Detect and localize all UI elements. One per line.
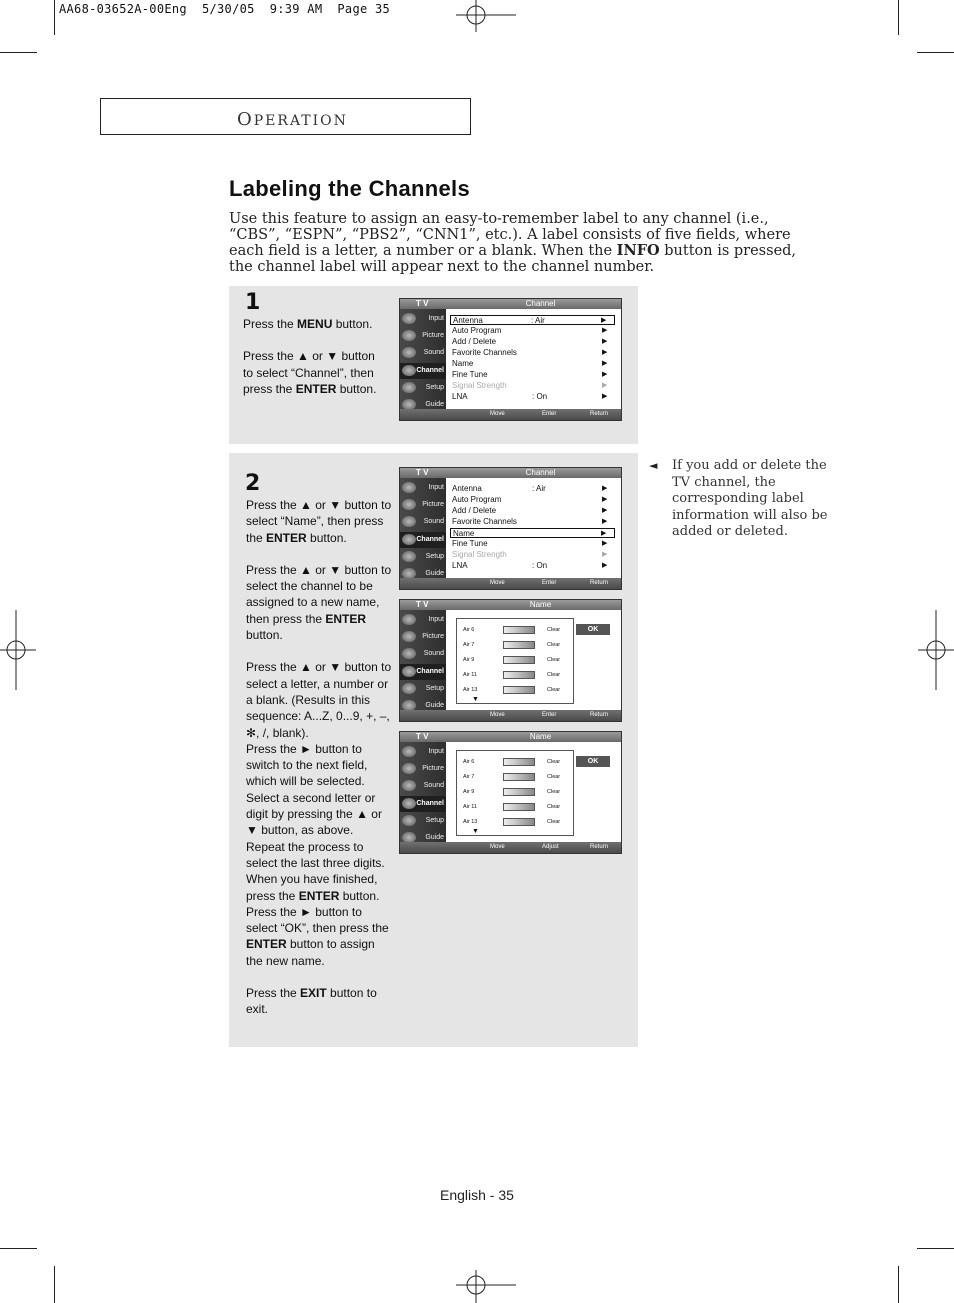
tv-menu-item-label: Auto Program (452, 326, 502, 335)
tv-title-bar (400, 600, 621, 610)
tv-name-row (463, 757, 569, 767)
tv-sidebar-label: Channel (416, 535, 444, 543)
tv-sidebar-label: Setup (425, 684, 444, 692)
tv-name-row (463, 787, 569, 797)
play-arrow-icon: ▶ (602, 382, 608, 389)
tv-ok-button: OK (576, 756, 610, 767)
tv-name-field (503, 686, 535, 694)
tv-menu-item (450, 315, 615, 325)
tv-sidebar-label: Input (428, 484, 444, 491)
crop-mark (917, 1248, 954, 1249)
tv-sidebar-item-input (400, 612, 446, 628)
tv-menu-item (452, 326, 612, 336)
tv-channel-label: Air 11 (463, 804, 477, 810)
tv-name-row (463, 685, 569, 695)
crop-mark (0, 1248, 37, 1249)
play-arrow-icon: ▶ (602, 496, 608, 503)
crop-mark (54, 0, 55, 35)
tv-menu-item-value: : On (532, 392, 548, 401)
tv-footer-move: Move (490, 712, 505, 718)
tv-clear-label: Clear (547, 627, 561, 633)
sound-icon (402, 516, 416, 527)
tv-sidebar-item-input (400, 744, 446, 760)
tv-name-field (503, 788, 535, 796)
tv-label: T V (416, 468, 429, 477)
tv-clear-label: Clear (547, 642, 561, 648)
tv-footer-action: Adjust (542, 844, 559, 850)
tv-menu-item-label: Add / Delete (452, 337, 497, 346)
tv-sidebar (400, 610, 446, 710)
tv-name-list (456, 618, 574, 704)
intro-paragraph: Use this feature to assign an easy-to-remember label to any channel (i.e., “CBS”, “ESPN”, “PBS2”, “CNN1”, etc.). A label consists of five fields, where each field is a letter, a number or a blank. When the INFO button is pressed, the channel label will appear next to the channel number. (229, 211, 797, 275)
tv-footer-move: Move (490, 580, 505, 586)
registration-mark-icon (456, 1270, 516, 1303)
tv-channel-label: Air 11 (463, 672, 477, 678)
input-icon (402, 482, 416, 493)
input-icon (402, 313, 416, 324)
tv-footer-action: Enter (542, 580, 557, 586)
tv-sidebar-item-channel (400, 664, 446, 680)
tv-menu-item-label: Favorite Channels (452, 517, 517, 526)
tv-footer-return: Return (590, 844, 609, 850)
tv-clear-label: Clear (547, 819, 561, 825)
tv-name-field (503, 803, 535, 811)
tv-sidebar (400, 478, 446, 578)
tv-menu-item-label: Fine Tune (452, 370, 488, 379)
input-icon (402, 746, 416, 757)
tv-label: T V (416, 600, 429, 609)
tv-sidebar-item-sound (400, 345, 446, 361)
tv-menu-content (446, 742, 621, 842)
tv-sidebar-item-picture (400, 761, 446, 777)
tv-sidebar-label: Setup (425, 816, 444, 824)
tv-menu-title: Name (529, 600, 552, 609)
picture-icon (402, 763, 416, 774)
tv-menu-item-label: Signal Strength (452, 381, 507, 390)
tv-sidebar-item-picture (400, 328, 446, 344)
tv-channel-menu-screen-1 (399, 298, 622, 421)
tv-menu-item (452, 484, 612, 494)
tv-name-row (463, 817, 569, 827)
tv-channel-label: Air 9 (463, 789, 475, 795)
picture-icon (402, 499, 416, 510)
tv-menu-item-value: : Air (531, 316, 545, 325)
tv-sidebar-item-channel (400, 363, 446, 379)
tv-menu-item (452, 561, 612, 571)
tv-name-row (463, 772, 569, 782)
tv-title-bar (400, 732, 621, 742)
tv-menu-item (452, 550, 612, 560)
play-arrow-icon: ▶ (602, 371, 608, 378)
registration-mark-icon (0, 610, 36, 690)
play-arrow-icon: ▶ (601, 530, 607, 537)
tv-name-field (503, 818, 535, 826)
step-2-instructions: Press the ▲ or ▼ button to select “Name”, then press the ENTER button. Press the ▲ or ▼ button to select the channel to be assigned to a new name, then press the ENTER button. Press the ▲ or ▼ button to select a letter, a number or a blank. (Results in this sequence: A...Z, 0...9, +, –, ✻, /, blank). Press the ► button to switch to the next field, which will be selected. Select a second letter or digit by pressing the ▲ or ▼ button, as above. Repeat the process to select the last three digits. When you have finished, press the ENTER button. Press the ► button to select “OK”, then press the ENTER button to assign the new name. Press the EXIT button to exit. (246, 498, 392, 1017)
tv-sidebar-item-setup (400, 380, 446, 396)
tv-menu-item-label: Name (453, 529, 475, 538)
tv-sidebar-label: Picture (422, 633, 444, 641)
tv-sidebar-item-sound (400, 646, 446, 662)
tv-sidebar-item-sound (400, 778, 446, 794)
tv-channel-label: Air 7 (463, 642, 475, 648)
tv-label: T V (416, 299, 429, 308)
tv-name-field (503, 758, 535, 766)
play-arrow-icon: ▶ (602, 518, 608, 525)
tv-name-menu-screen-1 (399, 599, 622, 722)
down-arrow-icon: ▼ (472, 696, 479, 703)
tv-sidebar-label: Guide (425, 401, 444, 408)
tv-sidebar-item-channel (400, 532, 446, 548)
tv-menu-item-label: Favorite Channels (452, 348, 517, 357)
registration-mark-icon (456, 0, 516, 32)
tv-footer-action: Enter (542, 712, 557, 718)
play-arrow-icon: ▶ (602, 551, 608, 558)
tv-sidebar-label: Sound (423, 782, 444, 790)
down-arrow-icon: ▼ (472, 828, 479, 835)
tv-footer (400, 842, 621, 853)
tv-name-list (456, 750, 574, 836)
tv-menu-item-label: Name (452, 359, 474, 368)
tv-menu-item-label: Auto Program (452, 495, 502, 504)
tv-menu-item (452, 392, 612, 402)
tv-title-bar (400, 468, 621, 478)
tv-sidebar-label: Input (428, 315, 444, 322)
crop-mark (917, 52, 954, 53)
tv-sidebar-label: Channel (416, 366, 444, 374)
channel-icon (402, 365, 416, 376)
play-arrow-icon: ▶ (602, 562, 608, 569)
tv-menu-title: Name (529, 732, 552, 741)
tv-label: T V (416, 732, 429, 741)
play-arrow-icon: ▶ (601, 317, 607, 324)
tv-clear-label: Clear (547, 687, 561, 693)
tv-footer-return: Return (590, 580, 609, 586)
tv-clear-label: Clear (547, 657, 561, 663)
tv-name-row (463, 670, 569, 680)
tv-footer-move: Move (490, 411, 505, 417)
tv-channel-label: Air 6 (463, 759, 475, 765)
channel-icon (402, 534, 416, 545)
tv-footer (400, 409, 621, 420)
tv-sidebar-label: Input (428, 748, 444, 755)
crop-mark (898, 1266, 899, 1303)
picture-icon (402, 631, 416, 642)
tv-name-field (503, 671, 535, 679)
tv-footer (400, 578, 621, 589)
tv-menu-item (450, 528, 615, 538)
tv-menu-item-label: LNA (452, 392, 468, 401)
setup-icon (402, 382, 416, 393)
play-arrow-icon: ▶ (602, 485, 608, 492)
tv-menu-item (452, 337, 612, 347)
tv-menu-title: Channel (525, 299, 556, 308)
setup-icon (402, 551, 416, 562)
crop-mark (0, 52, 37, 53)
tv-sidebar-label: Sound (423, 650, 444, 658)
tv-sidebar-label: Sound (423, 349, 444, 357)
sound-icon (402, 780, 416, 791)
tv-name-row (463, 802, 569, 812)
tv-channel-label: Air 6 (463, 627, 475, 633)
setup-icon (402, 683, 416, 694)
tv-sidebar-item-picture (400, 629, 446, 645)
tv-name-field (503, 641, 535, 649)
tv-footer-return: Return (590, 411, 609, 417)
section-tab (100, 98, 471, 135)
tv-menu-item-value: : On (532, 561, 548, 570)
play-arrow-icon: ▶ (602, 327, 608, 334)
tv-menu-title: Channel (525, 468, 556, 477)
section-label: OPERATION (237, 109, 348, 130)
tv-sidebar-label: Picture (422, 765, 444, 773)
tv-menu-content (446, 478, 621, 578)
tv-sidebar-item-setup (400, 681, 446, 697)
tv-menu-content (446, 309, 621, 409)
play-arrow-icon: ▶ (602, 540, 608, 547)
tv-sidebar-item-sound (400, 514, 446, 530)
tv-name-field (503, 656, 535, 664)
tv-sidebar-label: Guide (425, 834, 444, 841)
sound-icon (402, 648, 416, 659)
tv-sidebar-label: Channel (416, 667, 444, 675)
tv-name-field (503, 626, 535, 634)
tv-sidebar-item-picture (400, 497, 446, 513)
tv-footer-move: Move (490, 844, 505, 850)
tv-clear-label: Clear (547, 672, 561, 678)
input-icon (402, 614, 416, 625)
tv-menu-item-label: Add / Delete (452, 506, 497, 515)
tv-channel-label: Air 9 (463, 657, 475, 663)
tv-menu-item-value: : Air (532, 484, 546, 493)
tv-sidebar-label: Channel (416, 799, 444, 807)
tv-sidebar-label: Setup (425, 552, 444, 560)
tv-menu-item-label: LNA (452, 561, 468, 570)
tv-name-menu-screen-2 (399, 731, 622, 854)
play-arrow-icon: ▶ (602, 393, 608, 400)
step-2-number: 2 (245, 471, 261, 496)
page-number: English - 35 (440, 1187, 514, 1203)
tv-sidebar-label: Sound (423, 518, 444, 526)
step-1-number: 1 (245, 290, 261, 315)
tv-name-row (463, 625, 569, 635)
tv-menu-item-label: Fine Tune (452, 539, 488, 548)
sound-icon (402, 347, 416, 358)
tv-sidebar-label: Setup (425, 383, 444, 391)
tv-sidebar-label: Input (428, 616, 444, 623)
step-1-instructions: Press the MENU button. Press the ▲ or ▼ button to select “Channel”, then press the ENTER button. (243, 317, 377, 396)
page-title: Labeling the Channels (229, 176, 470, 201)
play-arrow-icon: ▶ (602, 507, 608, 514)
registration-mark-icon (918, 610, 954, 690)
tv-menu-item-label: Signal Strength (452, 550, 507, 559)
tv-menu-item (452, 359, 612, 369)
tv-menu-item (452, 539, 612, 549)
tv-menu-item-label: Antenna (452, 484, 482, 493)
tv-sidebar-label: Picture (422, 332, 444, 340)
tv-menu-content (446, 610, 621, 710)
play-arrow-icon: ▶ (602, 338, 608, 345)
tv-sidebar-label: Guide (425, 702, 444, 709)
tv-sidebar-item-setup (400, 813, 446, 829)
tv-sidebar-item-input (400, 480, 446, 496)
tv-menu-item (452, 495, 612, 505)
tv-channel-label: Air 7 (463, 774, 475, 780)
tv-footer (400, 710, 621, 721)
tv-clear-label: Clear (547, 774, 561, 780)
tv-sidebar (400, 309, 446, 409)
tv-menu-item-label: Antenna (453, 316, 483, 325)
tv-title-bar (400, 299, 621, 309)
tv-channel-menu-screen-2 (399, 467, 622, 590)
channel-icon (402, 666, 416, 677)
tv-name-row (463, 655, 569, 665)
channel-icon (402, 798, 416, 809)
tv-clear-label: Clear (547, 759, 561, 765)
tv-clear-label: Clear (547, 804, 561, 810)
print-header: AA68-03652A-00Eng 5/30/05 9:39 AM Page 35 (59, 2, 391, 16)
tv-channel-label: Air 13 (463, 819, 478, 825)
tv-sidebar (400, 742, 446, 842)
tv-menu-item (452, 506, 612, 516)
tv-channel-label: Air 13 (463, 687, 478, 693)
tv-menu-item (452, 517, 612, 527)
tv-footer-return: Return (590, 712, 609, 718)
crop-mark (54, 1266, 55, 1303)
tv-sidebar-item-setup (400, 549, 446, 565)
tv-name-field (503, 773, 535, 781)
tv-name-row (463, 640, 569, 650)
play-arrow-icon: ▶ (602, 349, 608, 356)
tv-sidebar-item-input (400, 311, 446, 327)
picture-icon (402, 330, 416, 341)
crop-mark (898, 0, 899, 35)
side-note: If you add or delete the TV channel, the corresponding label information will also be added or deleted. (672, 458, 828, 540)
tv-sidebar-item-channel (400, 796, 446, 812)
tv-menu-item (452, 348, 612, 358)
tv-clear-label: Clear (547, 789, 561, 795)
tv-footer-action: Enter (542, 411, 557, 417)
tv-sidebar-label: Picture (422, 501, 444, 509)
play-arrow-icon: ▶ (602, 360, 608, 367)
tv-sidebar-label: Guide (425, 570, 444, 577)
tv-ok-button: OK (576, 624, 610, 635)
note-arrow-icon: ◄ (649, 459, 658, 472)
setup-icon (402, 815, 416, 826)
tv-menu-item (452, 381, 612, 391)
tv-menu-item (452, 370, 612, 380)
